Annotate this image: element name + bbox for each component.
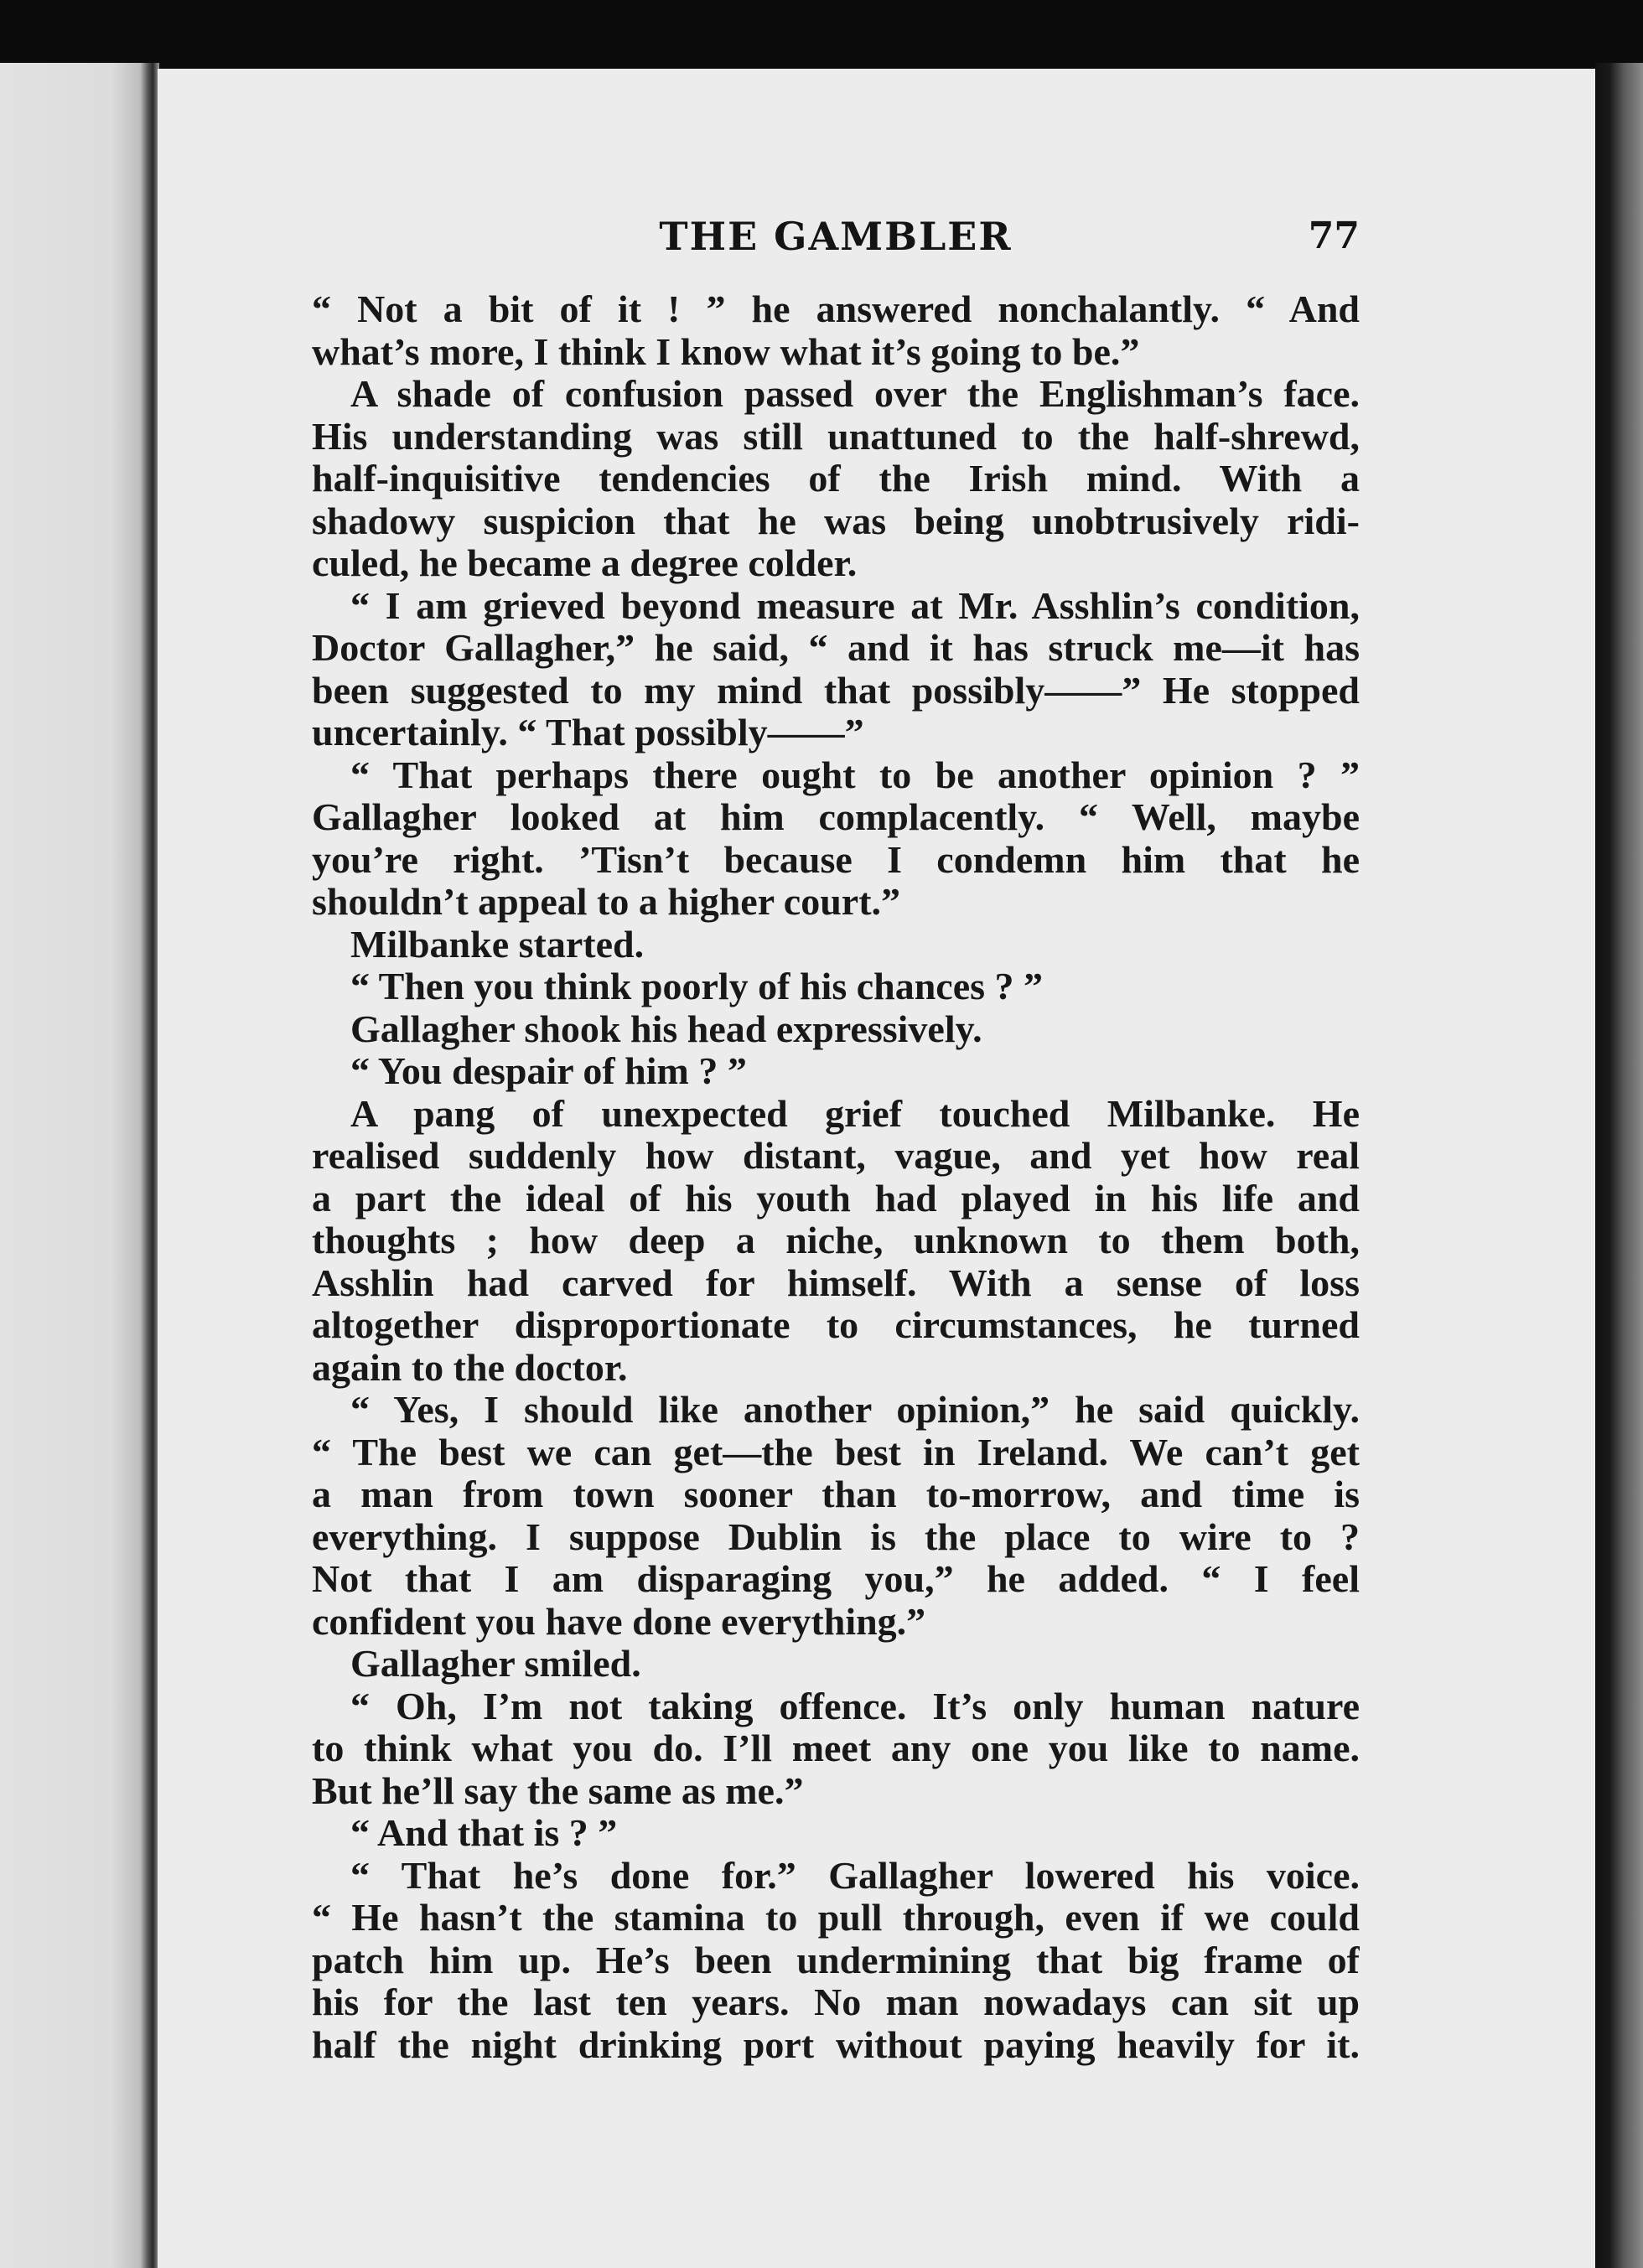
page-header: [312, 210, 1360, 263]
text-line: “ I am grieved beyond measure at Mr. Asshlin’s condition,: [350, 584, 1360, 627]
text-line: half the night drinking port without paying heavily for it.: [312, 2023, 1360, 2066]
text-line: thoughts ; how deep a niche, unknown to them both,: [312, 1219, 1360, 1261]
page-number: 77: [1308, 215, 1360, 257]
text-line: patch him up. He’s been undermining that big frame of: [312, 1939, 1360, 1981]
text-line: a man from town sooner than to-morrow, and time is: [312, 1473, 1360, 1515]
text-line: His understanding was still unattuned to the half-shrewd,: [312, 415, 1360, 458]
text-line: shadowy suspicion that he was being unobtrusively ridi-: [312, 500, 1360, 542]
text-line: culed, he became a degree colder.: [312, 542, 858, 584]
text-line: Gallagher looked at him complacently. “ Well, maybe: [312, 796, 1360, 838]
text-line: Gallagher shook his head expressively.: [350, 1007, 982, 1050]
text-line: “ The best we can get—the best in Ireland. We can’t get: [312, 1431, 1360, 1473]
text-line: Gallagher smiled.: [350, 1643, 641, 1685]
text-line: “ Not a bit of it ! ” he answered nonchalantly. “ And: [312, 288, 1360, 330]
text-line: “ That perhaps there ought to be another opinion ? ”: [350, 753, 1360, 796]
text-line: what’s more, I think I know what it’s going to be.”: [312, 330, 1140, 373]
text-line: “ And that is ? ”: [350, 1812, 618, 1854]
text-line: altogether disproportionate to circumstances, he turned: [312, 1304, 1360, 1346]
book-spine-edge: [0, 63, 159, 2268]
body-text: [312, 288, 1360, 2066]
text-line: A pang of unexpected grief touched Milbanke. He: [350, 1092, 1360, 1135]
text-line: “ He hasn’t the stamina to pull through, even if we could: [312, 1897, 1360, 1939]
text-line: everything. I suppose Dublin is the place to wire to ?: [312, 1515, 1360, 1558]
text-line: Not that I am disparaging you,” he added. “ I feel: [312, 1558, 1360, 1600]
text-line: “ Oh, I’m not taking offence. It’s only human nature: [350, 1685, 1360, 1727]
text-line: you’re right. ’Tisn’t because I condemn him that he: [312, 838, 1360, 881]
text-line: “ You despair of him ? ”: [350, 1050, 747, 1092]
text-line: Milbanke started.: [350, 923, 645, 966]
text-line: to think what you do. I’ll meet any one you like to name.: [312, 1727, 1360, 1769]
text-line: confident you have done everything.”: [312, 1600, 926, 1643]
text-line: been suggested to my mind that possibly——” He stopped: [312, 669, 1360, 712]
text-line: But he’ll say the same as me.”: [312, 1769, 804, 1812]
text-line: realised suddenly how distant, vague, and yet how real: [312, 1135, 1360, 1177]
text-line: a part the ideal of his youth had played in his life and: [312, 1177, 1360, 1219]
running-title: THE GAMBLER: [659, 214, 1013, 259]
text-line: uncertainly. “ That possibly——”: [312, 712, 864, 753]
text-line: half-inquisitive tendencies of the Irish mind. With a: [312, 458, 1360, 500]
text-line: Asshlin had carved for himself. With a sense of loss: [312, 1261, 1360, 1304]
text-line: Doctor Gallagher,” he said, “ and it has struck me—it has: [312, 627, 1360, 669]
text-line: “ Yes, I should like another opinion,” he said quickly.: [350, 1389, 1360, 1431]
text-line: again to the doctor.: [312, 1346, 628, 1389]
text-line: “ Then you think poorly of his chances ? ”: [350, 966, 1044, 1007]
text-line: his for the last ten years. No man nowadays can sit up: [312, 1981, 1360, 2023]
text-line: shouldn’t appeal to a higher court.”: [312, 881, 901, 923]
text-line: “ That he’s done for.” Gallagher lowered his voice.: [350, 1854, 1360, 1897]
book-right-edge: [1595, 63, 1643, 2268]
text-line: A shade of confusion passed over the Englishman’s face.: [350, 373, 1360, 415]
